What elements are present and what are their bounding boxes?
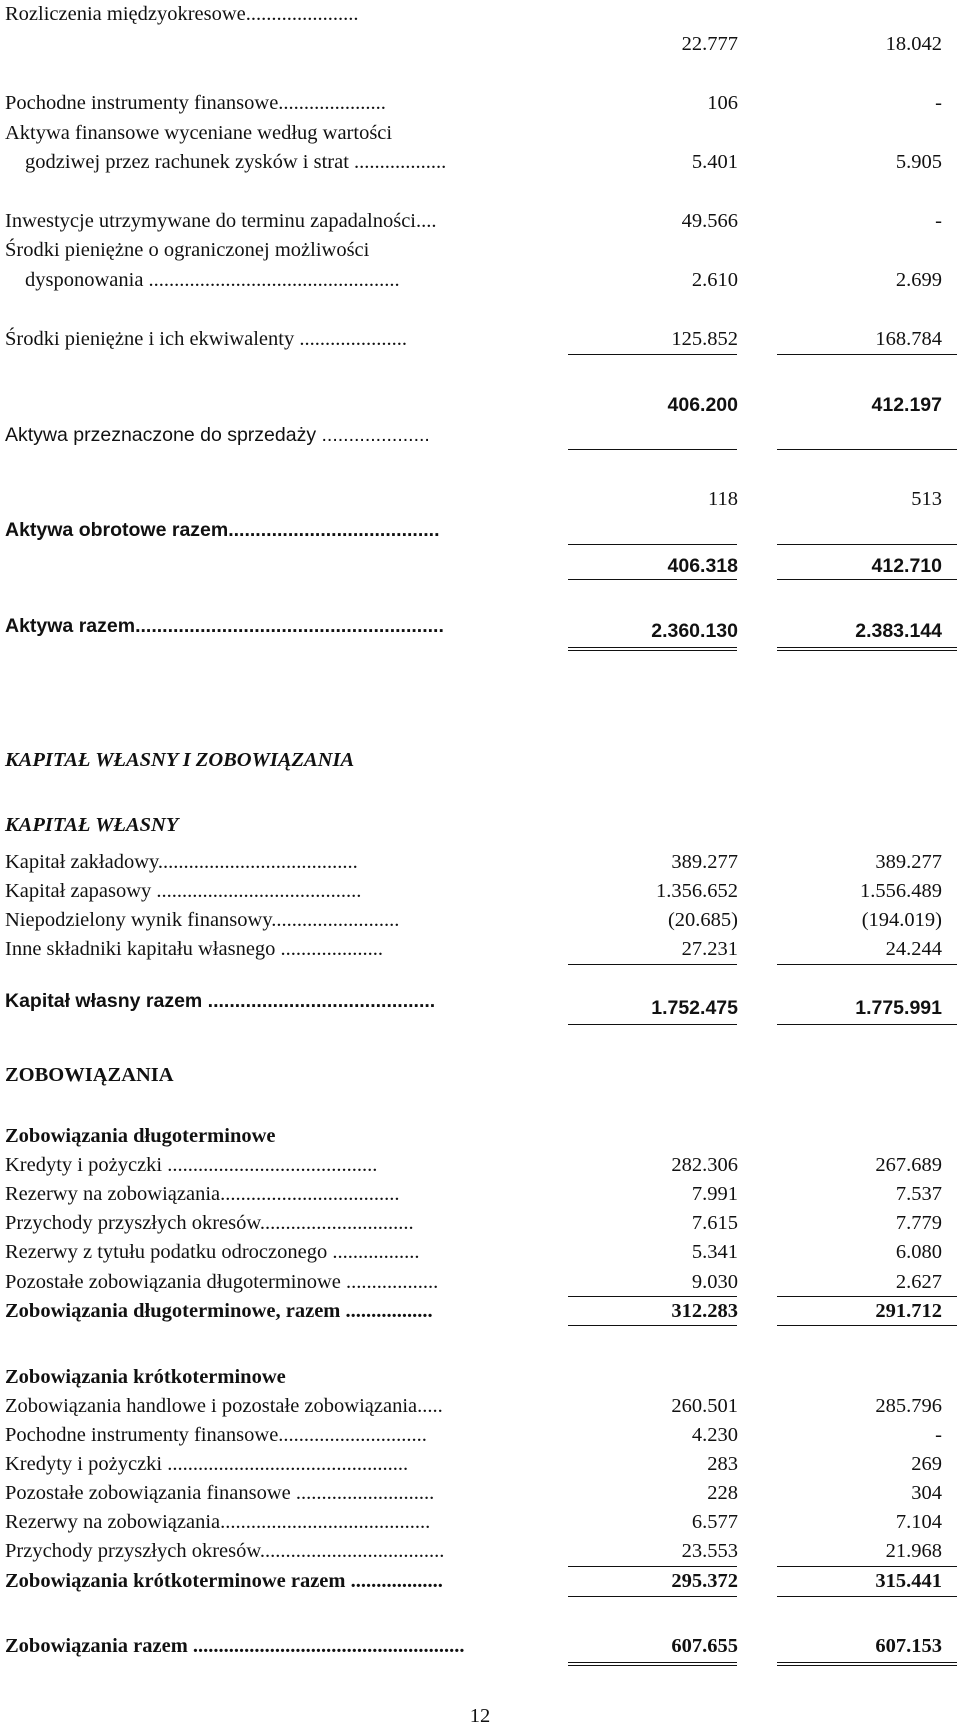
row-label-restricted-cash-line2: dysponowania ................................................. bbox=[25, 269, 400, 291]
underline-rule bbox=[777, 579, 957, 580]
underline-rule bbox=[568, 579, 737, 580]
value-prior-restricted-cash: 2.699 bbox=[895, 269, 942, 291]
value-prior-share-capital: 389.277 bbox=[875, 851, 942, 873]
value-prior-st-other-financial: 304 bbox=[911, 1482, 942, 1504]
double-underline-rule bbox=[777, 1662, 957, 1666]
value-prior-htm-investments: - bbox=[935, 210, 942, 232]
value-current-other-equity: 27.231 bbox=[681, 938, 738, 960]
row-label-lt-provisions: Rezerwy na zobowiązania................................... bbox=[5, 1183, 400, 1205]
underline-rule bbox=[777, 449, 957, 450]
underline-rule bbox=[568, 1024, 737, 1025]
value-prior-trade-payables: 285.796 bbox=[875, 1395, 942, 1417]
value-current-lt-total: 312.283 bbox=[671, 1300, 738, 1322]
row-label-lt-deferred-income: Przychody przyszłych okresów.............................. bbox=[5, 1212, 414, 1234]
value-current-st-other-financial: 228 bbox=[707, 1482, 738, 1504]
row-label-total-equity: Kapitał własny razem .......................................... bbox=[5, 990, 436, 1012]
underline-rule bbox=[777, 1024, 957, 1025]
value-current-held-for-sale: 118 bbox=[708, 488, 738, 510]
underline-rule bbox=[568, 964, 737, 965]
value-current-retained-earnings: (20.685) bbox=[667, 909, 738, 931]
row-label-st-deferred-income: Przychody przyszłych okresów.................................... bbox=[5, 1540, 445, 1562]
value-current-fvtpl: 5.401 bbox=[691, 151, 738, 173]
row-label-st-loans: Kredyty i pożyczki ............................................... bbox=[5, 1453, 409, 1475]
section-heading-equity-liabilities: KAPITAŁ WŁASNY I ZOBOWIĄZANIA bbox=[5, 749, 355, 771]
double-underline-rule bbox=[568, 1662, 737, 1666]
row-label-lt-loans: Kredyty i pożyczki ......................................... bbox=[5, 1154, 378, 1176]
value-current-reserve-capital: 1.356.652 bbox=[656, 880, 738, 902]
value-current-htm-investments: 49.566 bbox=[681, 210, 738, 232]
value-prior-st-deferred-income: 21.968 bbox=[885, 1540, 942, 1562]
value-current-st-derivatives: 4.230 bbox=[691, 1424, 738, 1446]
value-prior-subtotal: 412.197 bbox=[871, 394, 942, 416]
underline-rule bbox=[568, 1325, 737, 1326]
row-label-share-capital: Kapitał zakładowy....................................... bbox=[5, 851, 358, 873]
section-heading-liabilities: ZOBOWIĄZANIA bbox=[5, 1064, 174, 1086]
value-prior-lt-total: 291.712 bbox=[875, 1300, 942, 1322]
row-label-st-total: Zobowiązania krótkoterminowe razem .................. bbox=[5, 1570, 443, 1592]
value-prior-lt-other: 2.627 bbox=[895, 1271, 942, 1293]
value-prior-fvtpl: 5.905 bbox=[895, 151, 942, 173]
value-prior-derivatives: - bbox=[935, 92, 942, 114]
underline-rule bbox=[777, 964, 957, 965]
row-label-st-provisions: Rezerwy na zobowiązania......................................... bbox=[5, 1511, 431, 1533]
underline-rule bbox=[568, 1596, 737, 1597]
value-prior-lt-loans: 267.689 bbox=[875, 1154, 942, 1176]
value-current-st-deferred-income: 23.553 bbox=[681, 1540, 738, 1562]
value-prior-lt-provisions: 7.537 bbox=[895, 1183, 942, 1205]
underline-rule bbox=[568, 449, 737, 450]
row-label-total-liabilities: Zobowiązania razem ..................................................... bbox=[5, 1635, 465, 1657]
underline-rule bbox=[777, 1566, 957, 1567]
row-label-st-derivatives: Pochodne instrumenty finansowe............................. bbox=[5, 1424, 427, 1446]
row-label-current-assets-total: Aktywa obrotowe razem....................................... bbox=[5, 519, 440, 541]
value-current-st-provisions: 6.577 bbox=[691, 1511, 738, 1533]
underline-rule bbox=[568, 1566, 737, 1567]
underline-rule bbox=[777, 1596, 957, 1597]
value-prior-retained-earnings: (194.019) bbox=[861, 909, 942, 931]
value-prior-cash-equivalents: 168.784 bbox=[875, 328, 942, 350]
value-current-deferred-tax: 5.341 bbox=[691, 1241, 738, 1263]
underline-rule bbox=[568, 544, 737, 545]
underline-rule bbox=[568, 1296, 737, 1297]
underline-rule bbox=[777, 354, 957, 355]
value-prior-reserve-capital: 1.556.489 bbox=[860, 880, 942, 902]
page-number: 12 bbox=[469, 1705, 491, 1727]
value-current-total-liabilities: 607.655 bbox=[671, 1635, 738, 1657]
value-prior-deferred-tax: 6.080 bbox=[895, 1241, 942, 1263]
value-prior-total-liabilities: 607.153 bbox=[875, 1635, 942, 1657]
value-prior-total-assets: 2.383.144 bbox=[855, 620, 942, 642]
row-label-lt-other: Pozostałe zobowiązania długoterminowe .................. bbox=[5, 1271, 439, 1293]
row-label-restricted-cash-line1: Środki pieniężne o ograniczonej możliwości bbox=[5, 239, 370, 261]
double-underline-rule bbox=[568, 647, 737, 651]
value-current-total-assets: 2.360.130 bbox=[651, 620, 738, 642]
underline-rule bbox=[777, 544, 957, 545]
value-current-total-equity: 1.752.475 bbox=[651, 997, 738, 1019]
row-label-reserve-capital: Kapitał zapasowy ........................................ bbox=[5, 880, 362, 902]
value-prior-st-total: 315.441 bbox=[875, 1570, 942, 1592]
value-current-cash-equivalents: 125.852 bbox=[671, 328, 738, 350]
value-current-lt-deferred-income: 7.615 bbox=[691, 1212, 738, 1234]
row-label-fvtpl-line1: Aktywa finansowe wyceniane według wartości bbox=[5, 122, 393, 144]
value-prior-st-loans: 269 bbox=[911, 1453, 942, 1475]
underline-rule bbox=[777, 1296, 957, 1297]
value-current-restricted-cash: 2.610 bbox=[691, 269, 738, 291]
value-current-trade-payables: 260.501 bbox=[671, 1395, 738, 1417]
row-label-held-for-sale: Aktywa przeznaczone do sprzedaży .................... bbox=[5, 424, 430, 446]
subsection-heading-short-term: Zobowiązania krótkoterminowe bbox=[5, 1366, 286, 1388]
row-label-trade-payables: Zobowiązania handlowe i pozostałe zobowiązania..... bbox=[5, 1395, 443, 1417]
subsection-heading-long-term: Zobowiązania długoterminowe bbox=[5, 1125, 276, 1147]
row-label-deferred-tax: Rezerwy z tytułu podatku odroczonego ................. bbox=[5, 1241, 420, 1263]
value-current-share-capital: 389.277 bbox=[671, 851, 738, 873]
value-current-lt-loans: 282.306 bbox=[671, 1154, 738, 1176]
row-label-prepayments: Rozliczenia międzyokresowe...................... bbox=[5, 3, 359, 25]
row-label-st-other-financial: Pozostałe zobowiązania finansowe ........................... bbox=[5, 1482, 435, 1504]
value-current-derivatives: 106 bbox=[707, 92, 738, 114]
value-prior-st-provisions: 7.104 bbox=[895, 1511, 942, 1533]
value-current-lt-provisions: 7.991 bbox=[691, 1183, 738, 1205]
row-label-other-equity: Inne składniki kapitału własnego .................... bbox=[5, 938, 384, 960]
row-label-cash-equivalents: Środki pieniężne i ich ekwiwalenty ..................... bbox=[5, 328, 407, 350]
row-label-htm-investments: Inwestycje utrzymywane do terminu zapadalności.... bbox=[5, 210, 437, 232]
value-prior-other-equity: 24.244 bbox=[885, 938, 942, 960]
underline-rule bbox=[568, 354, 737, 355]
row-label-retained-earnings: Niepodzielony wynik finansowy......................... bbox=[5, 909, 400, 931]
value-prior-current-assets-total: 412.710 bbox=[871, 555, 942, 577]
value-current-st-total: 295.372 bbox=[671, 1570, 738, 1592]
value-current-lt-other: 9.030 bbox=[691, 1271, 738, 1293]
section-heading-equity: KAPITAŁ WŁASNY bbox=[5, 814, 179, 836]
value-current-st-loans: 283 bbox=[707, 1453, 738, 1475]
row-label-fvtpl-line2: godziwej przez rachunek zysków i strat .................. bbox=[25, 151, 447, 173]
row-label-total-assets: Aktywa razem......................................................... bbox=[5, 615, 444, 637]
value-prior-held-for-sale: 513 bbox=[911, 488, 942, 510]
row-label-derivatives: Pochodne instrumenty finansowe..................... bbox=[5, 92, 386, 114]
value-prior-lt-deferred-income: 7.779 bbox=[895, 1212, 942, 1234]
value-prior-st-derivatives: - bbox=[935, 1424, 942, 1446]
underline-rule bbox=[777, 1325, 957, 1326]
value-current-prepayments: 22.777 bbox=[681, 33, 738, 55]
row-label-lt-total: Zobowiązania długoterminowe, razem ................. bbox=[5, 1300, 433, 1322]
value-prior-total-equity: 1.775.991 bbox=[855, 997, 942, 1019]
value-prior-prepayments: 18.042 bbox=[885, 33, 942, 55]
double-underline-rule bbox=[777, 647, 957, 651]
value-current-subtotal: 406.200 bbox=[667, 394, 738, 416]
value-current-current-assets-total: 406.318 bbox=[667, 555, 738, 577]
